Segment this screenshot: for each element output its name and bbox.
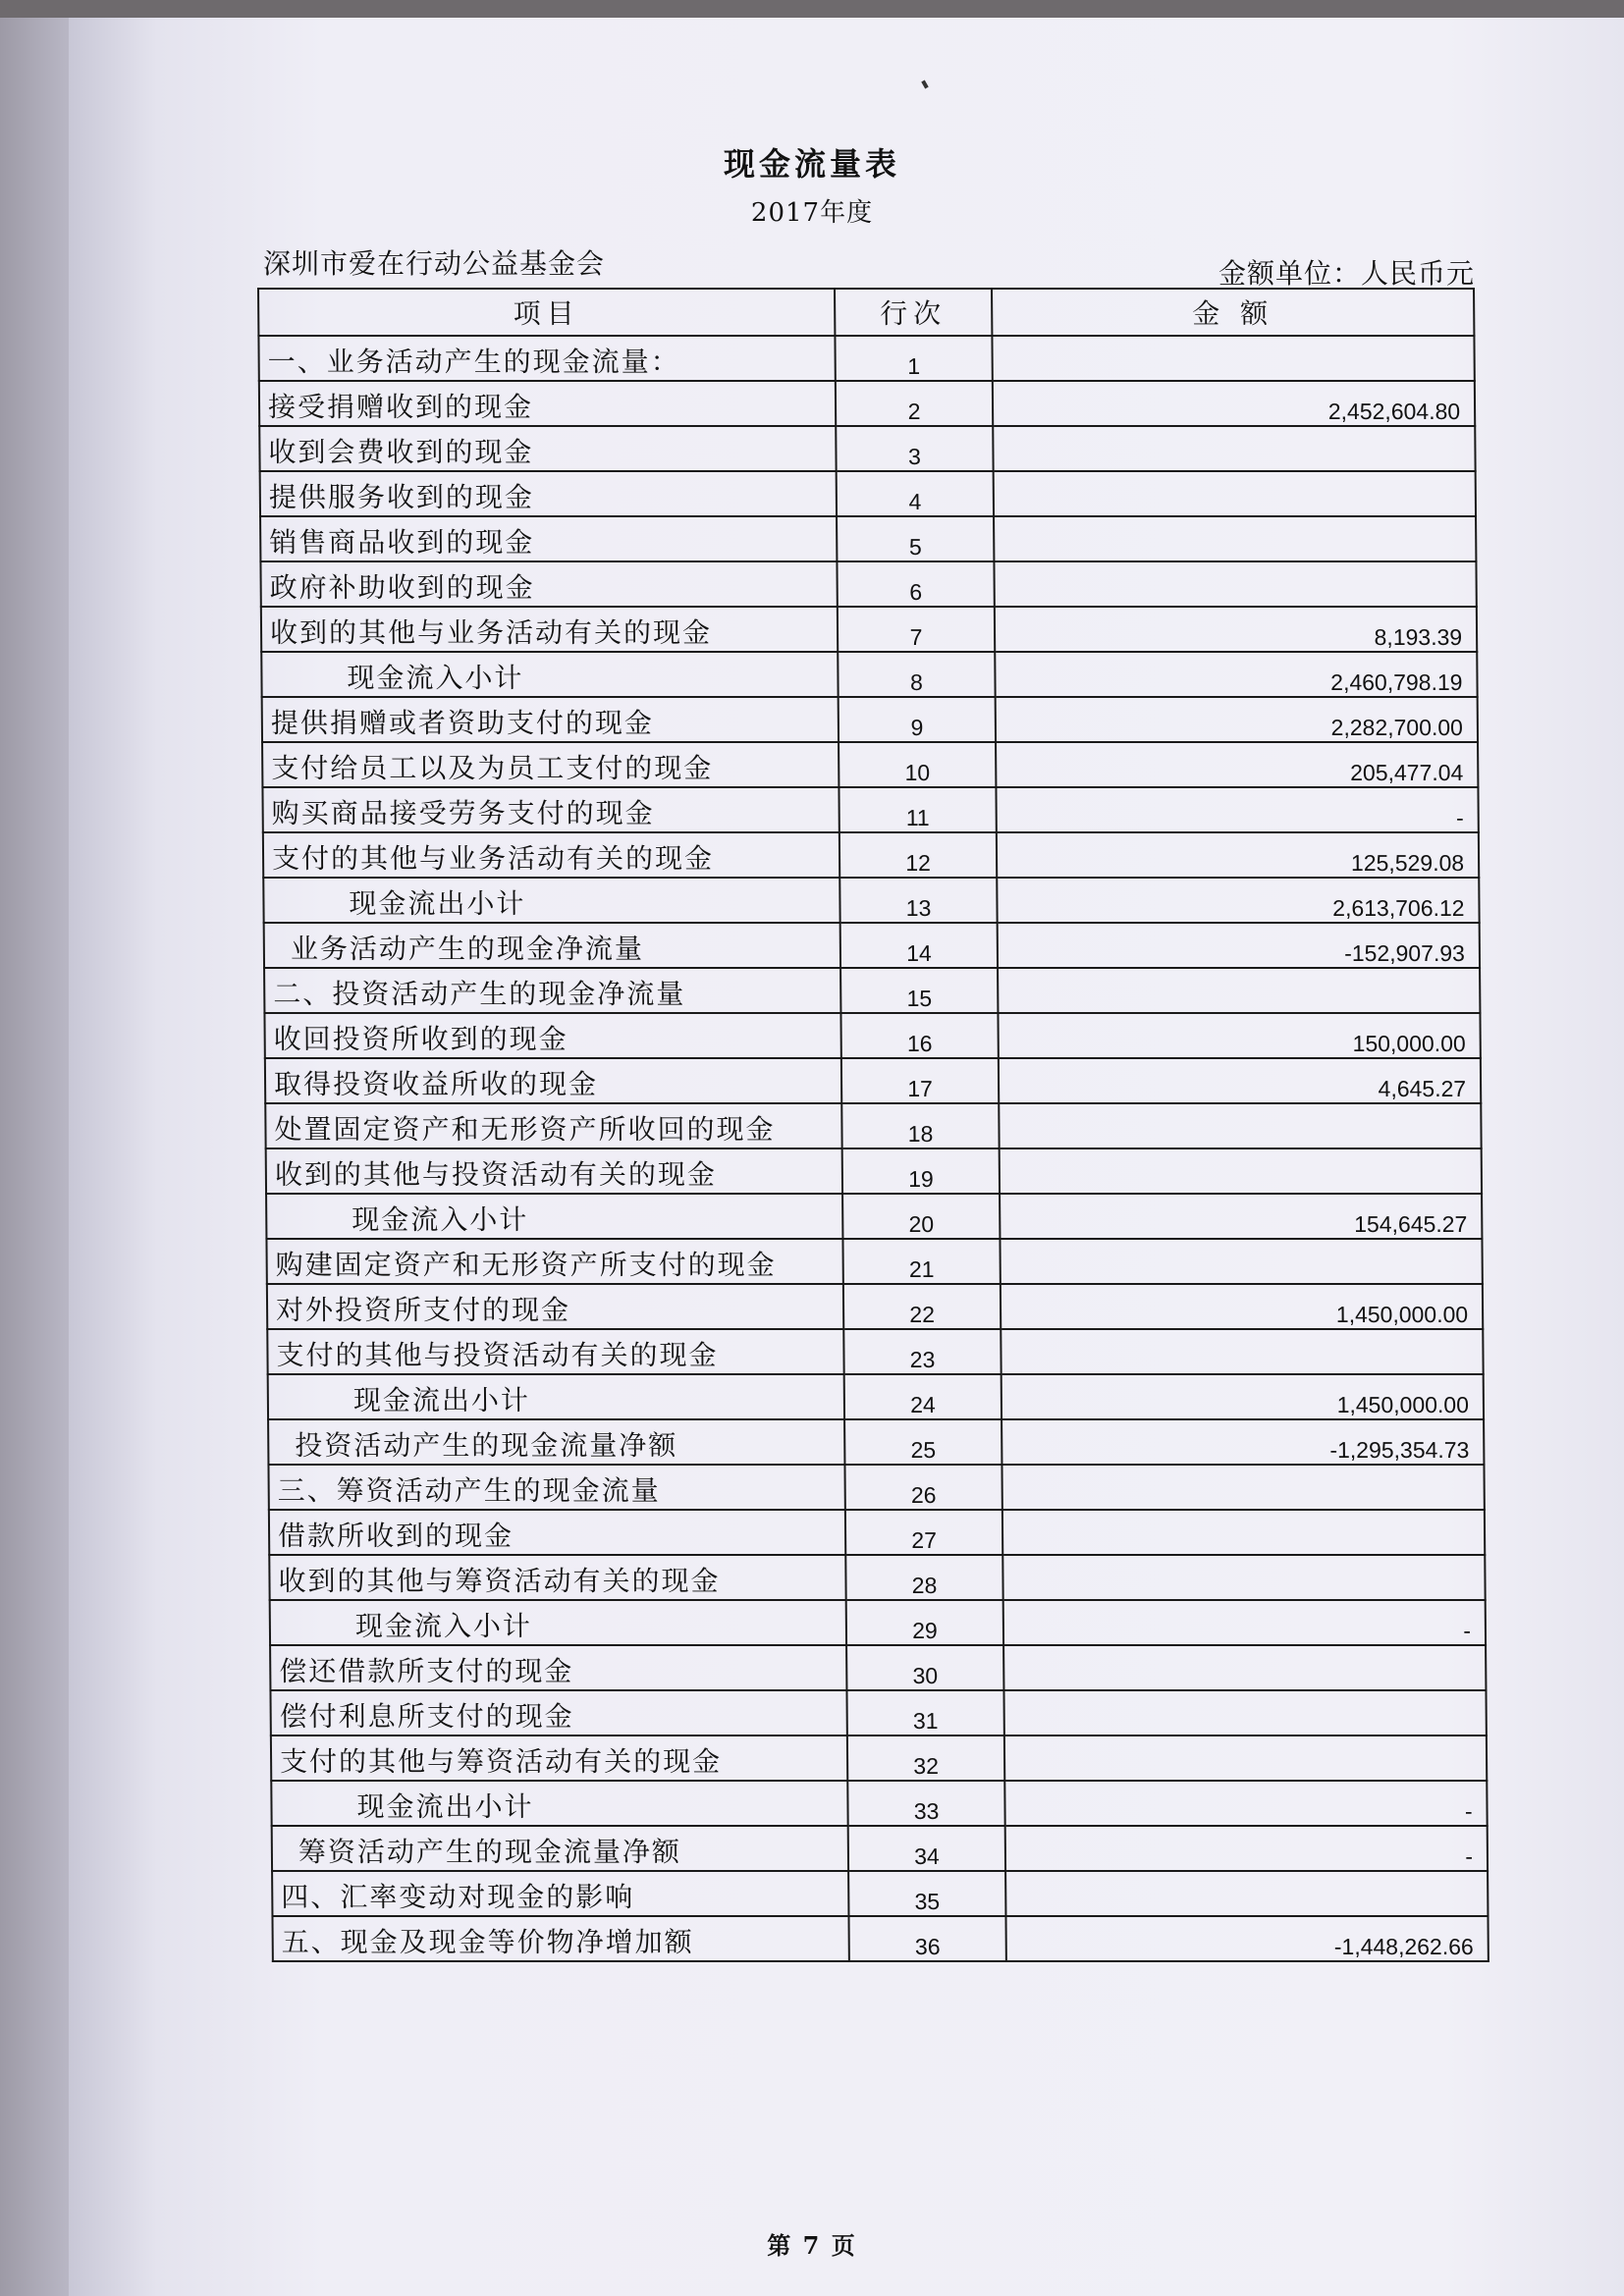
- row-amount: [994, 561, 1476, 607]
- row-item: 现金流出小计: [268, 1374, 844, 1419]
- header-amount: 金 额: [992, 289, 1474, 336]
- row-line-no: 35: [848, 1871, 1005, 1916]
- page-title: 现金流量表: [723, 145, 900, 183]
- currency-unit: 金额单位：人民币元: [1218, 257, 1475, 290]
- row-item: 借款所收到的现金: [269, 1510, 845, 1555]
- table-row: [260, 561, 1476, 607]
- table-row: [266, 1148, 1482, 1194]
- table-row: [271, 1735, 1487, 1781]
- row-item: 现金流入小计: [261, 652, 838, 697]
- row-item: 支付给员工以及为员工支付的现金: [262, 742, 839, 787]
- row-amount: [992, 336, 1474, 381]
- row-line-no: 14: [840, 923, 998, 968]
- organization-name: 深圳市爱在行动公益基金会: [263, 247, 606, 280]
- row-item: 支付的其他与投资活动有关的现金: [267, 1329, 843, 1374]
- row-line-no: 5: [837, 516, 994, 561]
- table-row: [264, 923, 1480, 968]
- table-row: [272, 1916, 1488, 1961]
- row-amount: [1004, 1735, 1487, 1781]
- row-amount: [1000, 1148, 1482, 1194]
- row-line-no: 11: [839, 787, 996, 832]
- row-item: 收到的其他与投资活动有关的现金: [266, 1148, 842, 1194]
- row-line-no: 25: [844, 1419, 1001, 1465]
- row-line-no: 26: [844, 1465, 1001, 1510]
- table-row: [264, 968, 1480, 1013]
- table-row: [266, 1194, 1482, 1239]
- table-row: [272, 1871, 1488, 1916]
- page-number: 第 7 页: [767, 2231, 857, 2260]
- row-amount: -: [1003, 1600, 1486, 1645]
- table-row: [264, 1013, 1480, 1058]
- row-item: 政府补助收到的现金: [260, 561, 837, 607]
- row-line-no: 21: [842, 1239, 1000, 1284]
- row-amount: 1,450,000.00: [1001, 1284, 1483, 1329]
- row-line-no: 12: [839, 832, 997, 878]
- row-amount: [994, 516, 1476, 561]
- row-amount: [1001, 1465, 1484, 1510]
- table-row: [268, 1419, 1484, 1465]
- row-line-no: 32: [847, 1735, 1004, 1781]
- table-row: [271, 1781, 1487, 1826]
- table-row: [259, 381, 1475, 426]
- row-amount: [1000, 1239, 1482, 1284]
- row-line-no: 36: [848, 1916, 1005, 1961]
- table-row: [268, 1465, 1484, 1510]
- row-amount: -152,907.93: [998, 923, 1480, 968]
- row-amount: [999, 1103, 1481, 1148]
- table-row: [261, 652, 1477, 697]
- row-line-no: 2: [836, 381, 993, 426]
- row-item: 四、汇率变动对现金的影响: [272, 1871, 848, 1916]
- table-row: [259, 426, 1475, 471]
- row-amount: [1005, 1871, 1488, 1916]
- row-line-no: 24: [844, 1374, 1001, 1419]
- table-row: [268, 1374, 1484, 1419]
- row-amount: [1003, 1645, 1486, 1690]
- row-line-no: 23: [843, 1329, 1001, 1374]
- row-amount: 2,613,706.12: [997, 878, 1479, 923]
- header-item: 项目: [258, 289, 835, 336]
- row-item: 支付的其他与筹资活动有关的现金: [271, 1735, 847, 1781]
- row-amount: [993, 426, 1475, 471]
- table-row: [263, 878, 1479, 923]
- book-spine: [0, 18, 69, 2296]
- row-line-no: 33: [847, 1781, 1004, 1826]
- row-line-no: 6: [837, 561, 994, 607]
- row-item: 收到的其他与业务活动有关的现金: [261, 607, 838, 652]
- row-amount: 125,529.08: [997, 832, 1479, 878]
- row-amount: -1,295,354.73: [1001, 1419, 1484, 1465]
- row-item: 支付的其他与业务活动有关的现金: [263, 832, 839, 878]
- row-amount: -: [1004, 1781, 1487, 1826]
- row-amount: [998, 968, 1480, 1013]
- table-row: [269, 1555, 1485, 1600]
- row-amount: [1001, 1329, 1483, 1374]
- row-line-no: 31: [846, 1690, 1003, 1735]
- row-item: 筹资活动产生的现金流量净额: [272, 1826, 848, 1871]
- row-line-no: 18: [841, 1103, 999, 1148]
- row-item: 对外投资所支付的现金: [267, 1284, 843, 1329]
- row-amount: [1003, 1690, 1486, 1735]
- row-item: 购买商品接受劳务支付的现金: [262, 787, 839, 832]
- row-item: 偿还借款所支付的现金: [270, 1645, 846, 1690]
- table-row: [258, 336, 1474, 381]
- row-item: 现金流出小计: [271, 1781, 847, 1826]
- row-item: 一、业务活动产生的现金流量：: [258, 336, 835, 381]
- row-amount: 205,477.04: [996, 742, 1478, 787]
- row-line-no: 28: [845, 1555, 1002, 1600]
- row-amount: 2,460,798.19: [995, 652, 1477, 697]
- table-row: [270, 1690, 1486, 1735]
- row-amount: 2,282,700.00: [996, 697, 1478, 742]
- table-body: [258, 336, 1488, 1961]
- row-amount: [1002, 1555, 1485, 1600]
- table-header-row: [258, 289, 1474, 336]
- table-row: [265, 1103, 1481, 1148]
- row-amount: -: [996, 787, 1478, 832]
- row-line-no: 17: [841, 1058, 999, 1103]
- table-row: [262, 742, 1478, 787]
- row-item: 收到会费收到的现金: [259, 426, 836, 471]
- row-item: 现金流入小计: [270, 1600, 846, 1645]
- row-item: 偿付利息所支付的现金: [270, 1690, 846, 1735]
- row-line-no: 10: [839, 742, 996, 787]
- row-item: 提供捐赠或者资助支付的现金: [262, 697, 839, 742]
- table-row: [270, 1645, 1486, 1690]
- row-line-no: 20: [842, 1194, 1000, 1239]
- cash-flow-table: [257, 288, 1489, 1962]
- table-row: [265, 1058, 1481, 1103]
- row-line-no: 19: [842, 1148, 1000, 1194]
- row-item: 处置固定资产和无形资产所收回的现金: [265, 1103, 841, 1148]
- row-line-no: 9: [839, 697, 996, 742]
- row-line-no: 30: [846, 1645, 1003, 1690]
- row-item: 取得投资收益所收的现金: [265, 1058, 841, 1103]
- table-row: [269, 1510, 1485, 1555]
- row-amount: 154,645.27: [1000, 1194, 1482, 1239]
- header-line-no: 行次: [835, 289, 992, 336]
- row-amount: 2,452,604.80: [993, 381, 1475, 426]
- row-item: 接受捐赠收到的现金: [259, 381, 836, 426]
- row-line-no: 15: [840, 968, 998, 1013]
- row-item: 二、投资活动产生的现金净流量: [264, 968, 840, 1013]
- table-row: [261, 607, 1477, 652]
- row-amount: -1,448,262.66: [1005, 1916, 1488, 1961]
- row-line-no: 34: [848, 1826, 1005, 1871]
- row-amount: [994, 471, 1476, 516]
- row-amount: 4,645.27: [999, 1058, 1481, 1103]
- row-item: 销售商品收到的现金: [260, 516, 837, 561]
- row-item: 业务活动产生的现金净流量: [264, 923, 840, 968]
- table-row: [270, 1600, 1486, 1645]
- row-item: 现金流出小计: [263, 878, 839, 923]
- row-line-no: 3: [836, 426, 993, 471]
- row-item: 收到的其他与筹资活动有关的现金: [269, 1555, 845, 1600]
- row-line-no: 1: [835, 336, 992, 381]
- table-row: [260, 471, 1476, 516]
- table-row: [262, 697, 1478, 742]
- row-item: 五、现金及现金等价物净增加额: [272, 1916, 848, 1961]
- row-amount: -: [1005, 1826, 1488, 1871]
- row-item: 三、筹资活动产生的现金流量: [268, 1465, 844, 1510]
- row-item: 购建固定资产和无形资产所支付的现金: [266, 1239, 842, 1284]
- row-item: 提供服务收到的现金: [260, 471, 837, 516]
- row-amount: 1,450,000.00: [1001, 1374, 1484, 1419]
- table-row: [263, 832, 1479, 878]
- row-line-no: 29: [846, 1600, 1003, 1645]
- row-line-no: 7: [838, 607, 995, 652]
- table-row: [262, 787, 1478, 832]
- row-amount: 8,193.39: [995, 607, 1477, 652]
- table-row: [266, 1239, 1482, 1284]
- table-row: [267, 1329, 1483, 1374]
- row-line-no: 22: [843, 1284, 1001, 1329]
- report-period: 2017年度: [750, 198, 874, 228]
- row-line-no: 16: [840, 1013, 998, 1058]
- row-line-no: 8: [838, 652, 995, 697]
- row-item: 收回投资所收到的现金: [264, 1013, 840, 1058]
- table-row: [272, 1826, 1488, 1871]
- row-item: 现金流入小计: [266, 1194, 842, 1239]
- row-line-no: 4: [837, 471, 994, 516]
- table-row: [267, 1284, 1483, 1329]
- row-item: 投资活动产生的现金流量净额: [268, 1419, 844, 1465]
- row-line-no: 13: [839, 878, 997, 923]
- row-amount: [1002, 1510, 1485, 1555]
- row-line-no: 27: [845, 1510, 1002, 1555]
- table-row: [260, 516, 1476, 561]
- row-amount: 150,000.00: [998, 1013, 1480, 1058]
